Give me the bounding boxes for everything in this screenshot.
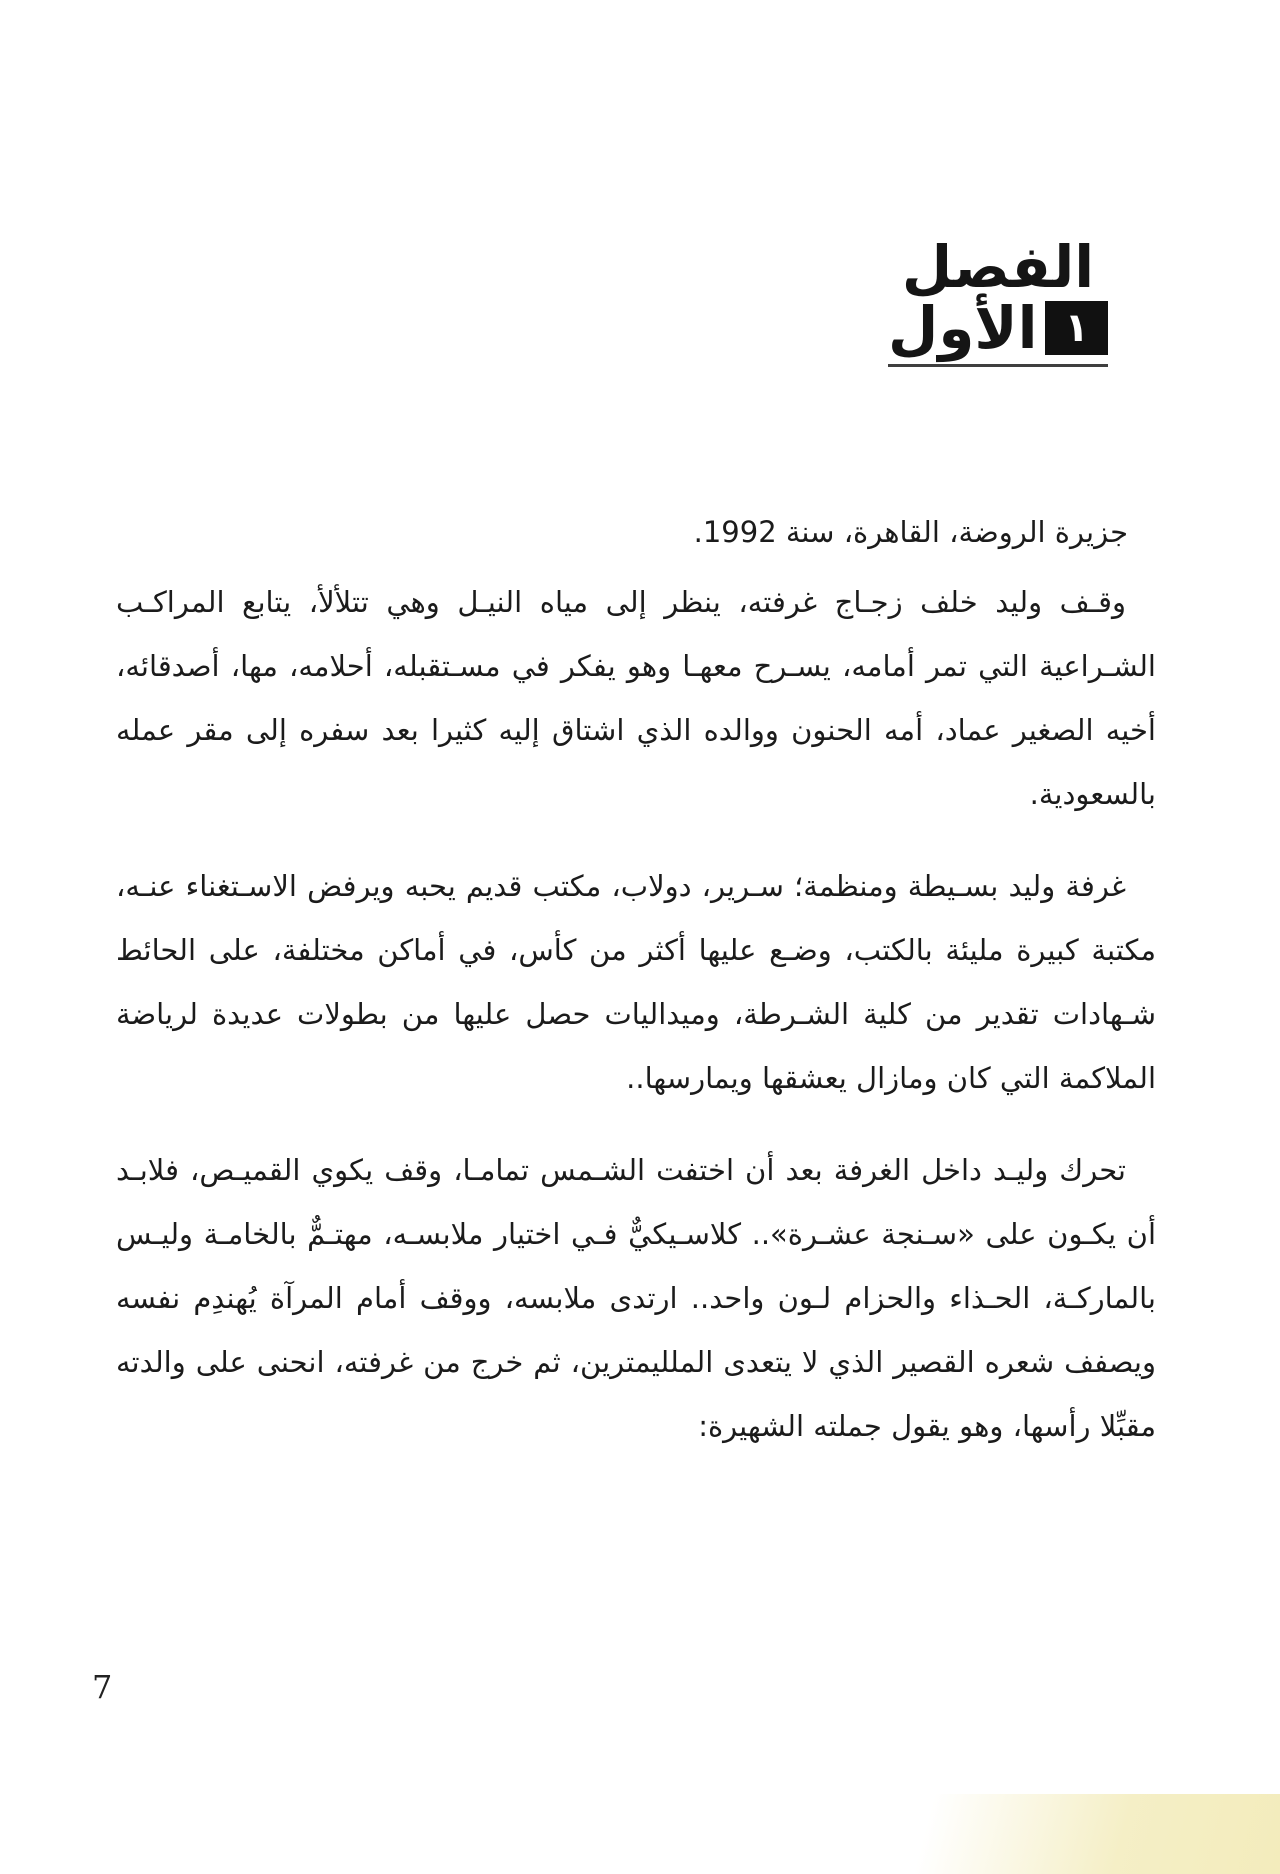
- paragraph-3: تحرك وليـد داخل الغرفة بعد أن اختفت الشـمس تمامـا، وقف يكوي القميـص، فلابـد أن يكـون على «سـنجة عشـرة».. كلاسـيكيٌّ فـي اختيار ملابسـه، مهتـمٌّ بالخامـة وليـس بالماركـة، الحـذاء والحزام لـون واحد.. ارتدى ملابسه، ووقف أمام المرآة يُهندِم نفسه ويصفف شعره القصير الذي لا يتعدى الملليمترين، ثم خرج من غرفته، انحنى على والدته مقبِّلا رأسها، وهو يقول جملته الشهيرة:: [116, 1153, 1156, 1443]
- chapter-underline: [888, 364, 1108, 367]
- page-number: 7: [92, 1668, 113, 1706]
- chapter-title-word-1: الفصل: [901, 233, 1095, 301]
- chapter-title-word-2: الأول: [888, 294, 1038, 363]
- chapter-number-box: [1045, 301, 1108, 355]
- chapter-number-numeral: ١: [1064, 305, 1089, 352]
- body-text: [116, 500, 1156, 1486]
- paragraph-1: وقـف وليد خلف زجـاج غرفته، ينظر إلى مياه النيـل وهي تتلألأ، يتابع المراكـب الشـراعية التي تمر أمامه، يسـرح معهـا وهو يفكر في مسـتقبله، أحلامه، مها، أصدقائه، أخيه الصغير عماد، أمه الحنون ووالده الذي اشتاق إليه كثيرا بعد سفره إلى مقر عمله بالسعودية.: [116, 585, 1156, 811]
- chapter-title-row: [888, 294, 1108, 363]
- paragraph-2: غرفة وليد بسـيطة ومنظمة؛ سـرير، دولاب، مكتب قديم يحبه ويرفض الاسـتغناء عنـه، مكتبة كبيرة مليئة بالكتب، وضـع عليها أكثر من كأس، في أماكن مختلفة، على الحائط شـهادات تقدير من كلية الشـرطة، وميداليات حصل عليها من بطولات عديدة لرياضة الملاكمة التي كان ومازال يعشقها ويمارسها..: [116, 869, 1156, 1095]
- scan-corner-tint: [885, 1794, 1280, 1874]
- dateline: جزيرة الروضة، القاهرة، سنة 1992.: [693, 515, 1128, 549]
- chapter-ornament: [888, 233, 1108, 367]
